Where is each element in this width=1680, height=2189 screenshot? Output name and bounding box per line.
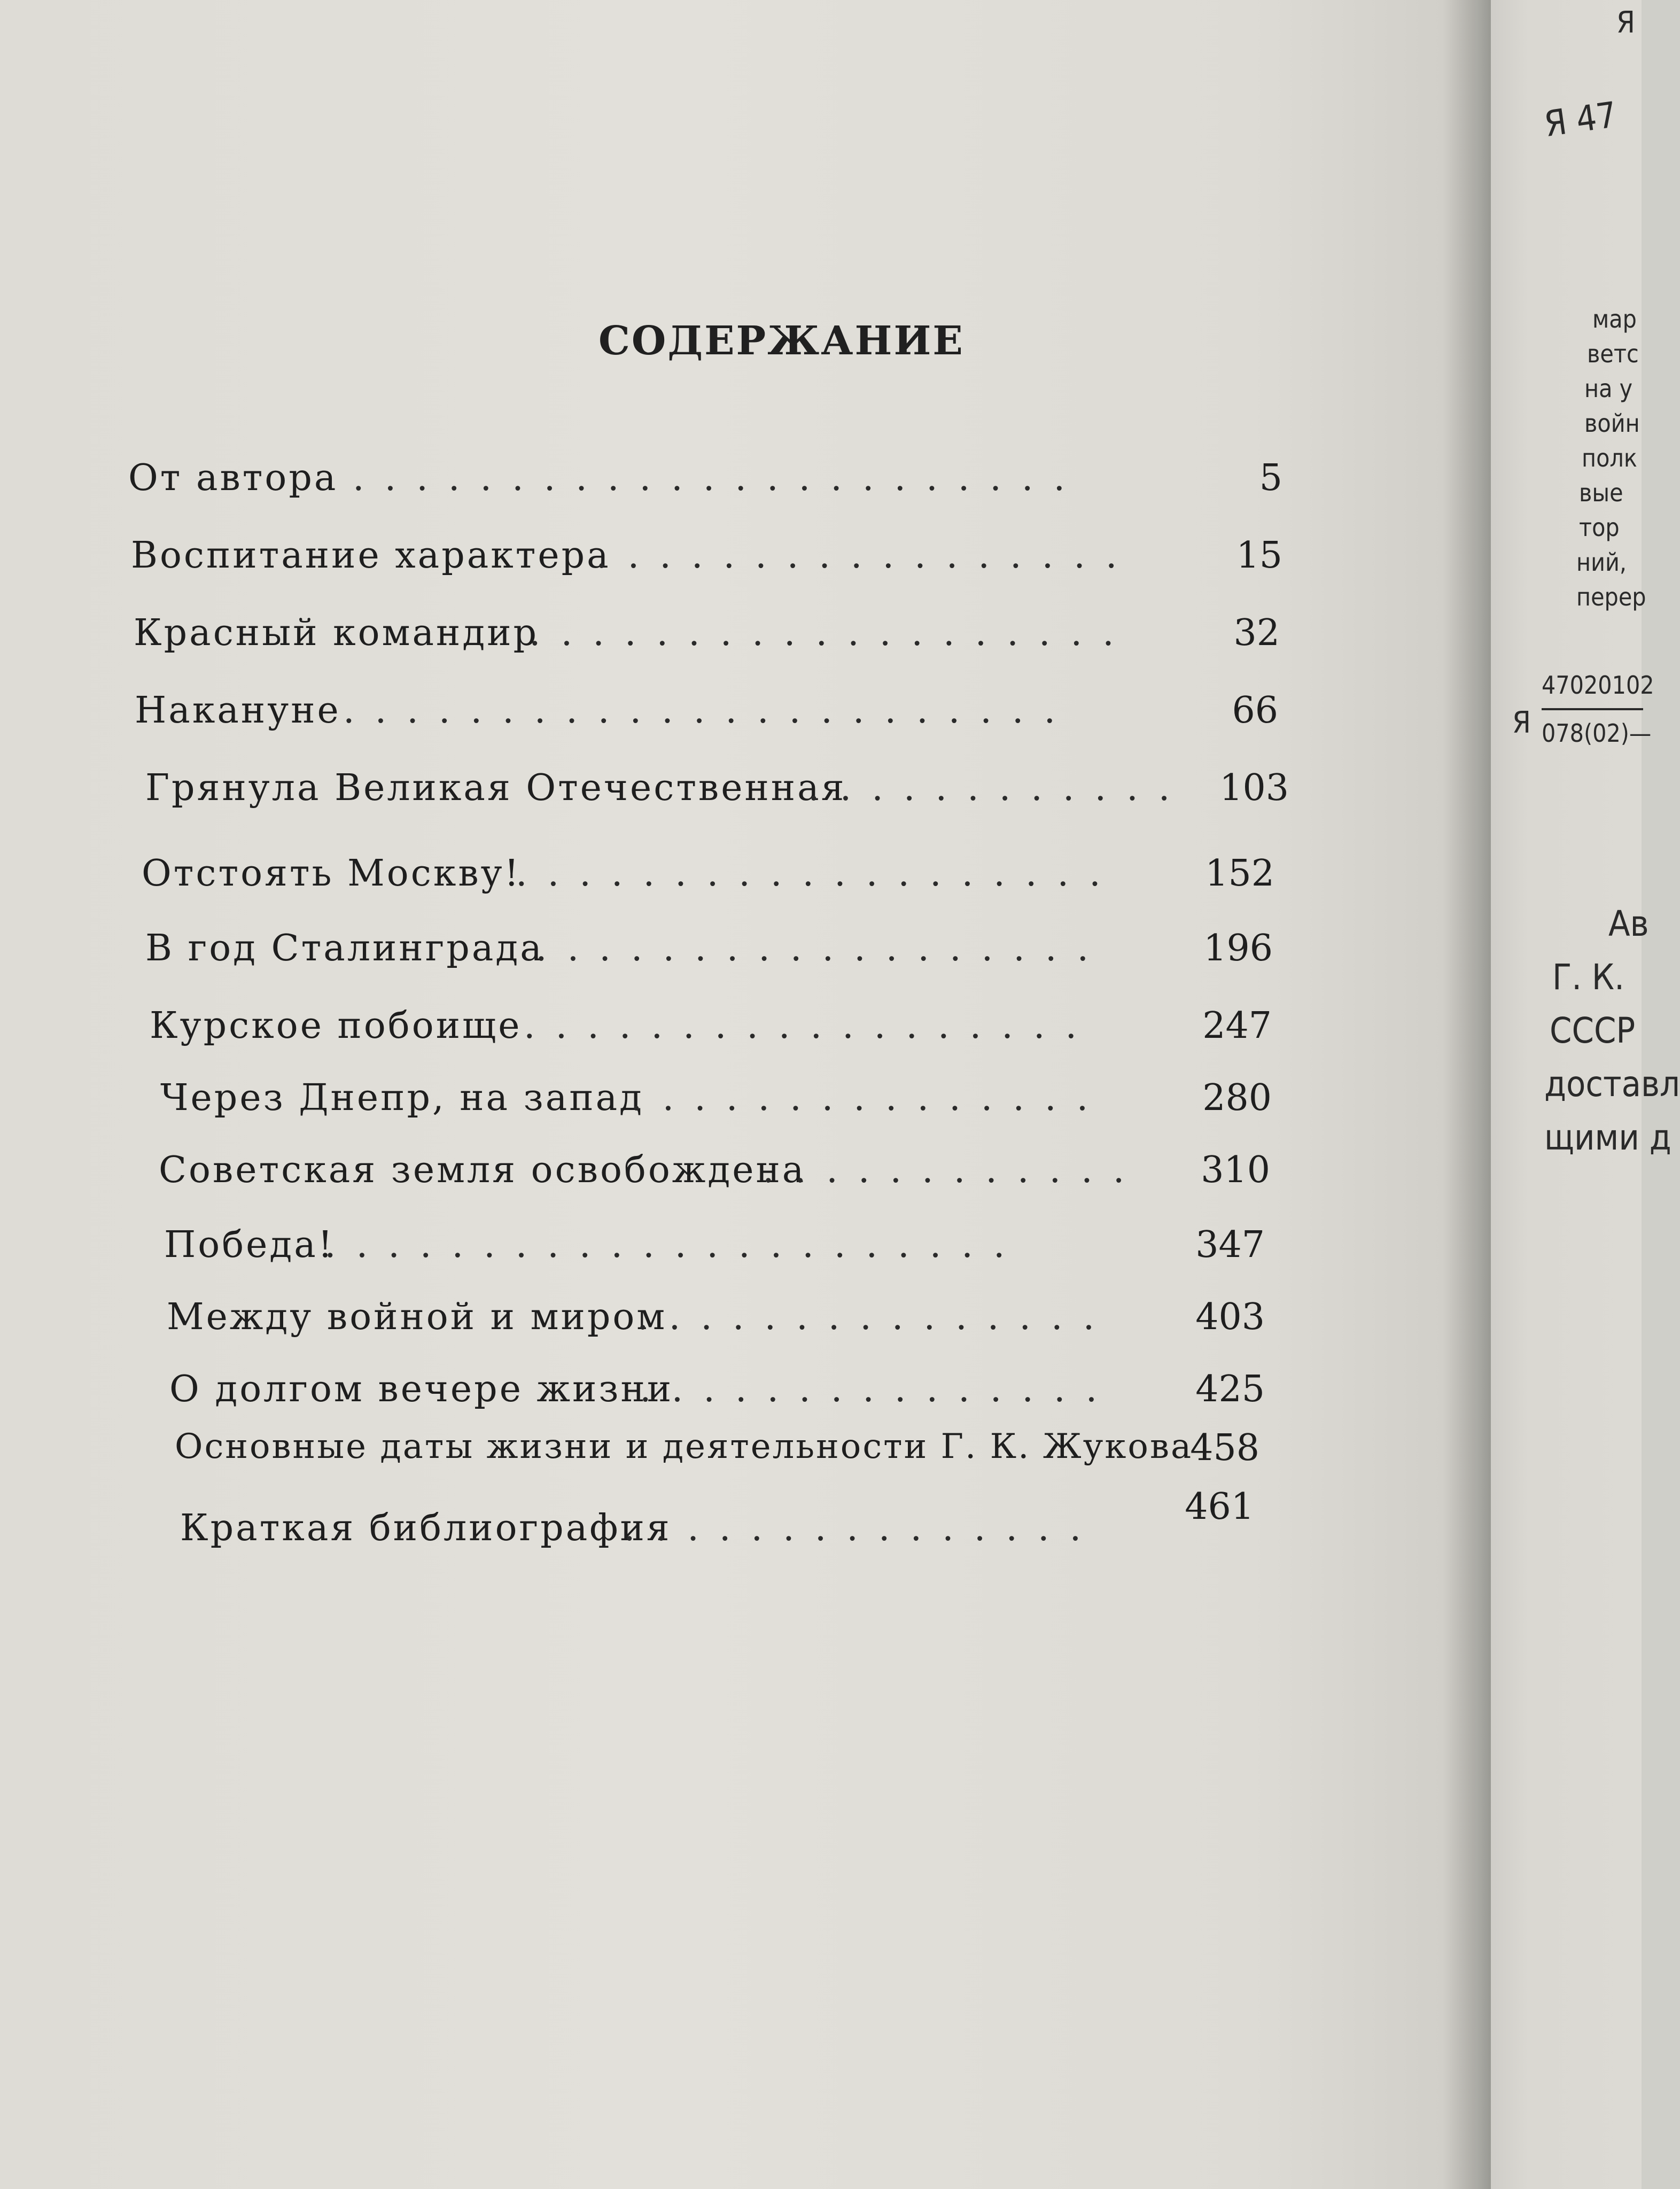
toc-entry bbox=[167, 1296, 1332, 1344]
toc-page-number: 458 bbox=[1190, 1427, 1259, 1469]
dot-leader: ............... bbox=[631, 1077, 1109, 1119]
toc-page-number: 247 bbox=[1202, 1005, 1272, 1047]
toc-entry-title: Накануне bbox=[135, 689, 341, 732]
dot-leader: ............ bbox=[808, 767, 1191, 809]
toc-entry-title: Краткая библиография bbox=[180, 1507, 672, 1549]
dot-leader: ................. bbox=[596, 534, 1138, 577]
index-code-bottom: 078(02)— bbox=[1542, 719, 1652, 748]
index-code-top: 47020102 bbox=[1542, 671, 1654, 700]
dot-leader: .................. bbox=[535, 927, 1109, 969]
dot-leader: .................. bbox=[524, 1005, 1098, 1047]
dot-leader: ...................... bbox=[324, 1224, 1025, 1266]
toc-entry bbox=[135, 689, 1300, 738]
toc-entry bbox=[175, 1427, 1340, 1475]
toc-entry-title: Победа! bbox=[164, 1224, 335, 1266]
toc-entry bbox=[145, 767, 1310, 815]
dot-leader: ............ bbox=[763, 1149, 1145, 1191]
toc-entry-title: Красный командир bbox=[134, 612, 539, 654]
dot-leader: ....................... bbox=[343, 689, 1076, 732]
toc-page-number: 310 bbox=[1201, 1149, 1270, 1191]
text-fragment: СССР bbox=[1550, 1010, 1636, 1051]
toc-page-number: 347 bbox=[1195, 1224, 1265, 1266]
toc-page-number: 196 bbox=[1203, 927, 1273, 969]
text-fragment: перер bbox=[1576, 583, 1646, 611]
toc-entry bbox=[134, 612, 1298, 660]
page-title: СОДЕРЖАНИЕ bbox=[598, 318, 965, 364]
text-fragment: щими д bbox=[1544, 1117, 1671, 1158]
toc-entry bbox=[160, 1077, 1325, 1125]
text-fragment: на у bbox=[1584, 374, 1633, 403]
dot-leader: ................... bbox=[529, 612, 1134, 654]
dot-leader: ............... bbox=[637, 1296, 1115, 1338]
toc-entry-title: Советская земля освобождена bbox=[159, 1149, 806, 1191]
toc-entry bbox=[180, 1486, 1345, 1555]
text-fragment: мар bbox=[1592, 305, 1637, 333]
toc-entry-title: Между войной и миром bbox=[167, 1296, 667, 1338]
fraction-rule bbox=[1542, 708, 1643, 710]
toc-entry bbox=[169, 1368, 1334, 1416]
toc-page-number: 66 bbox=[1232, 689, 1278, 732]
toc-entry bbox=[150, 1005, 1315, 1053]
toc-entry-title: О долгом вечере жизни bbox=[169, 1368, 674, 1410]
toc-page-number: 32 bbox=[1233, 612, 1280, 654]
toc-entry-title: Курское побоище bbox=[150, 1005, 522, 1047]
toc-entry-title: Грянула Великая Отечественная bbox=[145, 767, 846, 809]
toc-entry bbox=[159, 1149, 1324, 1197]
toc-entry-title: Отстоять Москву! bbox=[142, 852, 521, 895]
toc-page-number: 403 bbox=[1195, 1296, 1265, 1338]
toc-entry bbox=[164, 1224, 1329, 1272]
toc-page-number: 103 bbox=[1219, 767, 1289, 809]
toc-page-number: 461 bbox=[1185, 1486, 1254, 1528]
toc-page-number: 425 bbox=[1195, 1368, 1265, 1410]
toc-page-number: 280 bbox=[1202, 1077, 1272, 1119]
text-fragment: вые bbox=[1579, 478, 1623, 507]
dot-leader: ................... bbox=[516, 852, 1121, 895]
dot-leader: ............... bbox=[640, 1368, 1118, 1410]
right-page-corner-text: Я bbox=[1616, 5, 1635, 40]
text-fragment: тор bbox=[1579, 513, 1620, 542]
text-fragment: полк bbox=[1582, 444, 1637, 472]
right-page bbox=[1491, 0, 1680, 2189]
toc-entry bbox=[128, 457, 1293, 505]
toc-entry-title: В год Сталинграда bbox=[145, 927, 544, 969]
toc-page-number: 15 bbox=[1236, 534, 1282, 577]
toc-entry bbox=[131, 534, 1296, 583]
index-letter: Я bbox=[1512, 705, 1531, 740]
toc-page-number: 152 bbox=[1205, 852, 1274, 895]
toc-entry-title: От автора bbox=[128, 457, 338, 499]
toc-entry bbox=[142, 852, 1306, 901]
toc-entry-title: Воспитание характера bbox=[131, 534, 611, 577]
toc-entry-title: Через Днепр, на запад bbox=[160, 1077, 644, 1119]
dot-leader: ............... bbox=[624, 1507, 1102, 1549]
text-fragment: ветс bbox=[1587, 339, 1639, 368]
catalog-code: Я 47 bbox=[1542, 94, 1620, 145]
text-fragment: Ав bbox=[1608, 903, 1649, 944]
dot-leader: ....................... bbox=[353, 457, 1086, 499]
text-fragment: войн bbox=[1584, 409, 1640, 438]
text-fragment: ний, bbox=[1576, 548, 1627, 577]
text-fragment: доставл bbox=[1544, 1064, 1680, 1105]
toc-entry-title: Основные даты жизни и деятельности Г. К. Жукова bbox=[175, 1427, 1193, 1466]
toc-page-number: 5 bbox=[1259, 457, 1282, 499]
text-fragment: Г. К. bbox=[1552, 957, 1624, 998]
toc-entry bbox=[145, 927, 1310, 975]
